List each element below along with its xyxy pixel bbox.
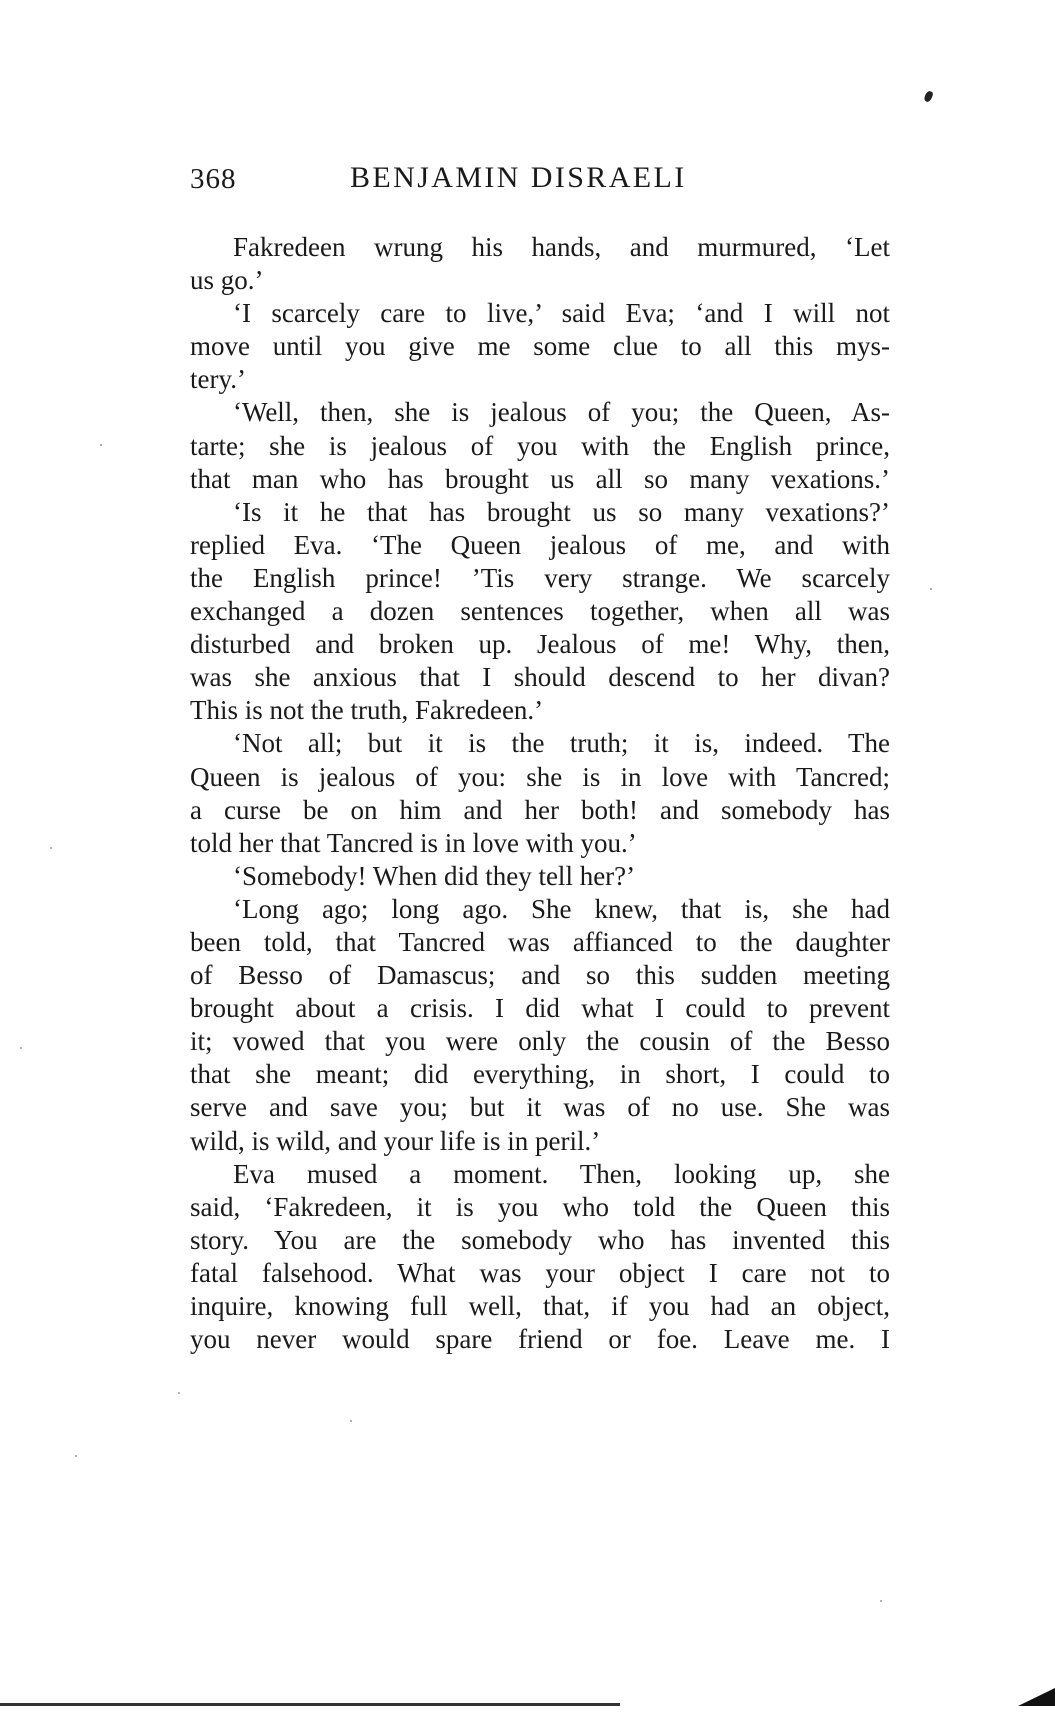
text-line: ‘Well, then, she is jealous of you; the Queen, As- [233, 397, 890, 428]
text-line: This is not the truth, Fakredeen.’ [190, 695, 544, 726]
text-line: fatal falsehood. What was your object I care not to [190, 1257, 890, 1288]
text-line: inquire, knowing full well, that, if you had an object, [190, 1291, 890, 1321]
text-line: was she anxious that I should descend to her divan? [190, 662, 890, 693]
corner-mark [1018, 1688, 1055, 1706]
running-head: BENJAMIN DISRAELI [350, 161, 687, 194]
text-line: been told, that Tancred was affianced to the daughter [190, 926, 890, 957]
text-line: disturbed and broken up. Jealous of me! Why, then, [190, 629, 890, 660]
page-number: 368 [190, 163, 237, 195]
text-line: Fakredeen wrung his hands, and murmured, ‘Let [233, 232, 890, 262]
page-edge-line [0, 1703, 620, 1706]
text-line: of Besso of Damascus; and so this sudden meeting [190, 960, 890, 991]
text-line: it; vowed that you were only the cousin of the Besso [190, 1026, 890, 1057]
text-line: ‘Not all; but it is the truth; it is, indeed. The [233, 728, 890, 759]
text-line: tery.’ [190, 364, 246, 395]
text-line: Queen is jealous of you: she is in love with Tancred; [190, 761, 890, 792]
speck [880, 1600, 882, 1602]
text-line: story. You are the somebody who has invented this [190, 1224, 890, 1255]
text-line: you never would spare friend or foe. Leave me. I [190, 1324, 890, 1355]
page-header [190, 163, 890, 207]
speck [75, 1455, 77, 1457]
text-line: told her that Tancred is in love with you.’ [190, 827, 637, 858]
text-line: ‘Long ago; long ago. She knew, that is, she had [233, 893, 890, 924]
text-line: that she meant; did everything, in short, I could to [190, 1059, 890, 1090]
body-text [190, 231, 890, 1356]
text-line: ‘Is it he that has brought us so many vexations?’ [233, 496, 890, 527]
text-line: ‘Somebody! When did they tell her?’ [233, 860, 636, 891]
text-line: the English prince! ’Tis very strange. We scarcely [190, 562, 890, 593]
text-line: tarte; she is jealous of you with the English prince, [190, 430, 890, 461]
text-line: ‘I scarcely care to live,’ said Eva; ‘and I will not [233, 298, 890, 329]
text-line: that man who has brought us all so many vexations.’ [190, 463, 890, 494]
speck [50, 847, 52, 849]
text-line: a curse be on him and her both! and somebody has [190, 794, 890, 825]
speck [350, 1420, 352, 1422]
speck [100, 444, 102, 446]
text-line: said, ‘Fakredeen, it is you who told the Queen this [190, 1191, 890, 1222]
text-line: serve and save you; but it was of no use. She was [190, 1092, 890, 1123]
speck [178, 1392, 180, 1394]
text-line: exchanged a dozen sentences together, when all was [190, 596, 890, 627]
text-line: move until you give me some clue to all this mys- [190, 331, 890, 362]
text-line: wild, is wild, and your life is in peril.’ [190, 1125, 601, 1156]
ink-mark [923, 90, 933, 103]
text-line: Eva mused a moment. Then, looking up, she [233, 1158, 890, 1189]
text-line: brought about a crisis. I did what I could to prevent [190, 993, 890, 1024]
speck [20, 1047, 22, 1049]
text-line: us go.’ [190, 265, 264, 296]
text-line: replied Eva. ‘The Queen jealous of me, and with [190, 529, 890, 560]
speck [930, 588, 932, 590]
